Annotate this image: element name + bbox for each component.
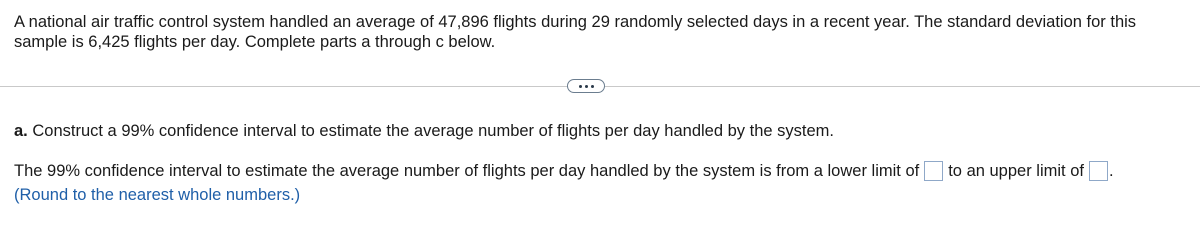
problem-statement: A national air traffic control system handled an average of 47,896 flights during 29 randomly selected days in a recent year. The standard deviation for this sample is 6,425 flights per day. Complete parts a through c below. xyxy=(14,13,1137,51)
part-a-question xyxy=(14,121,834,141)
answer-text-before: The 99% confidence interval to estimate the average number of flights per day handled by the system is from a lower limit of xyxy=(14,162,920,180)
upper-limit-input[interactable] xyxy=(1089,161,1108,181)
ellipsis-icon xyxy=(579,85,594,88)
lower-limit-input[interactable] xyxy=(924,161,943,181)
part-a-prompt: Construct a 99% confidence interval to estimate the average number of flights per day handled by the system. xyxy=(32,122,834,140)
answer-text-end: . xyxy=(1108,162,1114,180)
part-a-letter: a. xyxy=(14,122,28,140)
expand-button[interactable] xyxy=(567,79,605,93)
answer-text-middle: to an upper limit of xyxy=(948,162,1084,180)
answer-sentence xyxy=(14,160,1114,182)
rounding-note: (Round to the nearest whole numbers.) xyxy=(14,186,301,204)
